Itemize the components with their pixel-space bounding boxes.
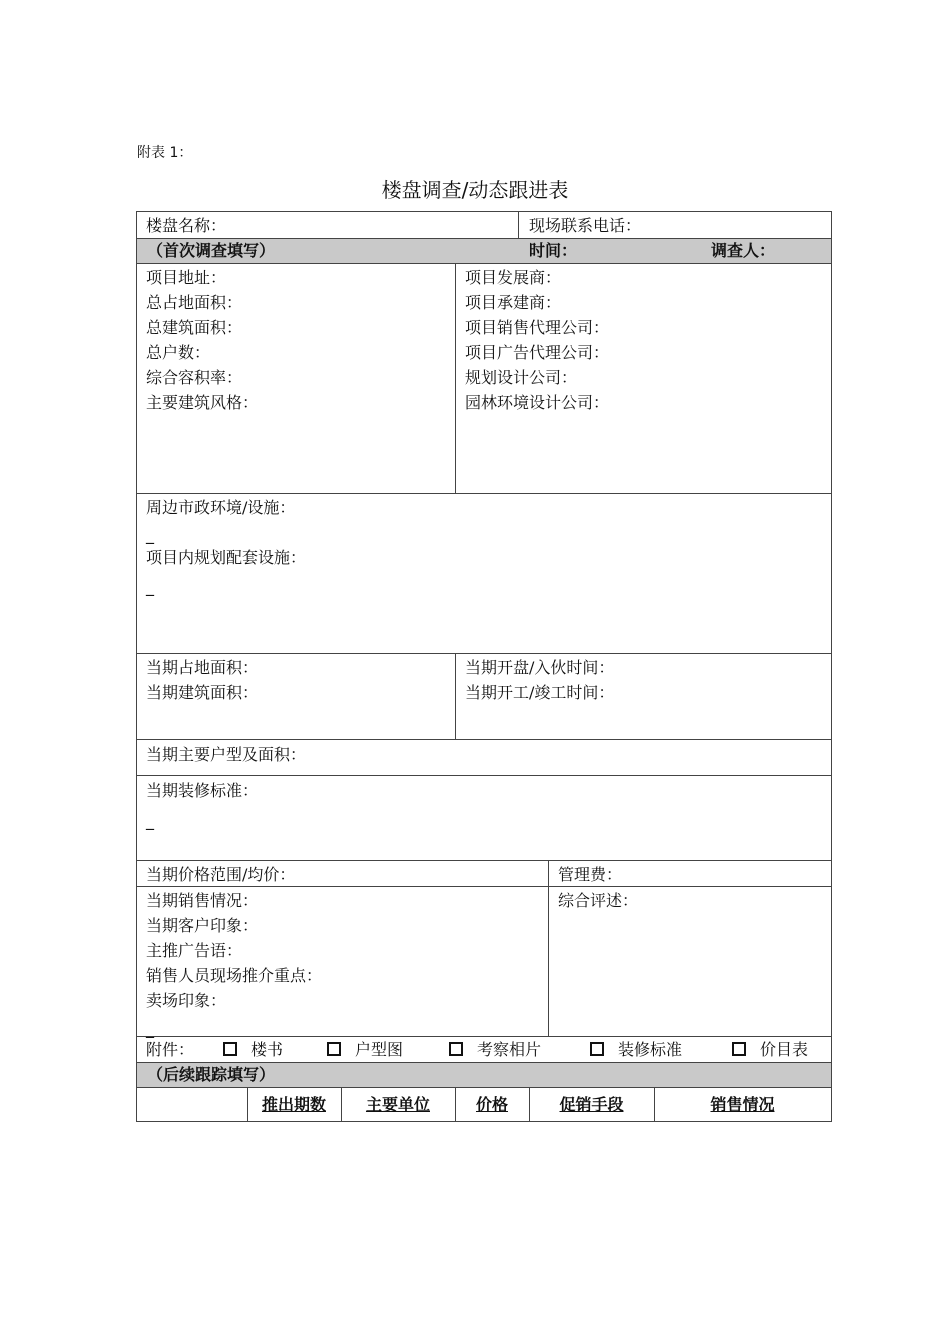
surveyor-field[interactable]: 调查人： — [711, 241, 776, 260]
info-line[interactable]: 项目销售代理公司： — [465, 318, 610, 337]
phase-line[interactable]: 当期开工/竣工时间： — [465, 683, 615, 702]
info-line[interactable]: 规划设计公司： — [465, 368, 578, 387]
sales-line[interactable]: 卖场印象： — [146, 991, 227, 1010]
unit-types-field[interactable]: 当期主要户型及面积： — [146, 745, 307, 764]
column-header: 价格 — [475, 1095, 508, 1114]
project-info-left — [146, 265, 258, 415]
attachment-option[interactable]: 户型图 — [327, 1037, 403, 1062]
info-line[interactable]: 项目发展商： — [465, 268, 562, 287]
info-line[interactable]: 园林环境设计公司： — [465, 393, 610, 412]
info-line[interactable]: 总建筑面积： — [146, 318, 243, 337]
surroundings-field[interactable]: 周边市政环境/设施： — [146, 498, 296, 517]
divider — [518, 212, 519, 238]
sales-line[interactable]: 主推广告语： — [146, 941, 243, 960]
blank-line: _ — [146, 1019, 154, 1038]
sales-left — [146, 888, 322, 1013]
checkbox-icon[interactable] — [590, 1042, 604, 1056]
info-line[interactable]: 总占地面积： — [146, 293, 243, 312]
attachment-label: 附表 1： — [137, 145, 193, 161]
divider — [137, 739, 831, 740]
checkbox-icon[interactable] — [732, 1042, 746, 1056]
form-title: 楼盘调查/动态跟进表 — [381, 178, 569, 202]
survey-form — [136, 211, 832, 1122]
phase-line[interactable]: 当期占地面积： — [146, 658, 259, 677]
attachment-option[interactable]: 楼书 — [223, 1037, 283, 1062]
sales-line[interactable]: 当期销售情况： — [146, 891, 259, 910]
time-field[interactable]: 时间： — [529, 241, 578, 260]
info-line[interactable]: 项目地址： — [146, 268, 227, 287]
facilities-field[interactable]: 项目内规划配套设施： — [146, 548, 307, 567]
info-line[interactable]: 综合容积率： — [146, 368, 243, 387]
phase-left — [146, 655, 258, 705]
attachment-option[interactable]: 装修标准 — [590, 1037, 682, 1062]
project-name-field[interactable]: 楼盘名称： — [146, 216, 227, 235]
management-fee-field[interactable]: 管理费： — [558, 865, 623, 884]
divider — [137, 653, 831, 654]
info-line[interactable]: 主要建筑风格： — [146, 393, 259, 412]
divider — [455, 263, 456, 493]
column-header: 促销手段 — [559, 1095, 624, 1114]
divider — [455, 653, 456, 739]
project-info-right — [465, 265, 609, 415]
column-header: 销售情况 — [710, 1095, 775, 1114]
sales-line[interactable]: 销售人员现场推介重点： — [146, 966, 323, 985]
blank-line: _ — [146, 811, 154, 830]
column-header: 主要单位 — [365, 1095, 430, 1114]
divider — [137, 263, 831, 264]
follow-up-label: （后续跟踪填写） — [147, 1065, 276, 1084]
checkbox-icon[interactable] — [449, 1042, 463, 1056]
phase-line[interactable]: 当期建筑面积： — [146, 683, 259, 702]
divider — [548, 860, 549, 1036]
sales-line[interactable]: 当期客户印象： — [146, 916, 259, 935]
info-line[interactable]: 项目承建商： — [465, 293, 562, 312]
divider — [137, 775, 831, 776]
blank-line: _ — [146, 577, 154, 596]
info-line[interactable]: 总户数： — [146, 343, 211, 362]
overall-review-field[interactable]: 综合评述： — [558, 891, 639, 910]
info-line[interactable]: 项目广告代理公司： — [465, 343, 610, 362]
attachments-label: 附件： — [146, 1040, 195, 1059]
checkbox-icon[interactable] — [223, 1042, 237, 1056]
divider — [137, 493, 831, 494]
attachment-option[interactable]: 价目表 — [732, 1037, 808, 1062]
divider — [137, 860, 831, 861]
blank-line: _ — [146, 525, 154, 544]
decoration-field[interactable]: 当期装修标准： — [146, 781, 259, 800]
phase-right — [465, 655, 614, 705]
site-phone-field[interactable]: 现场联系电话： — [529, 216, 642, 235]
phase-line[interactable]: 当期开盘/入伙时间： — [465, 658, 615, 677]
checkbox-icon[interactable] — [327, 1042, 341, 1056]
column-header: 推出期数 — [261, 1095, 326, 1114]
first-survey-label: （首次调查填写） — [147, 241, 276, 260]
price-field[interactable]: 当期价格范围/均价： — [146, 865, 296, 884]
follow-up-header-row — [137, 1088, 831, 1122]
attachment-option[interactable]: 考察相片 — [449, 1037, 541, 1062]
